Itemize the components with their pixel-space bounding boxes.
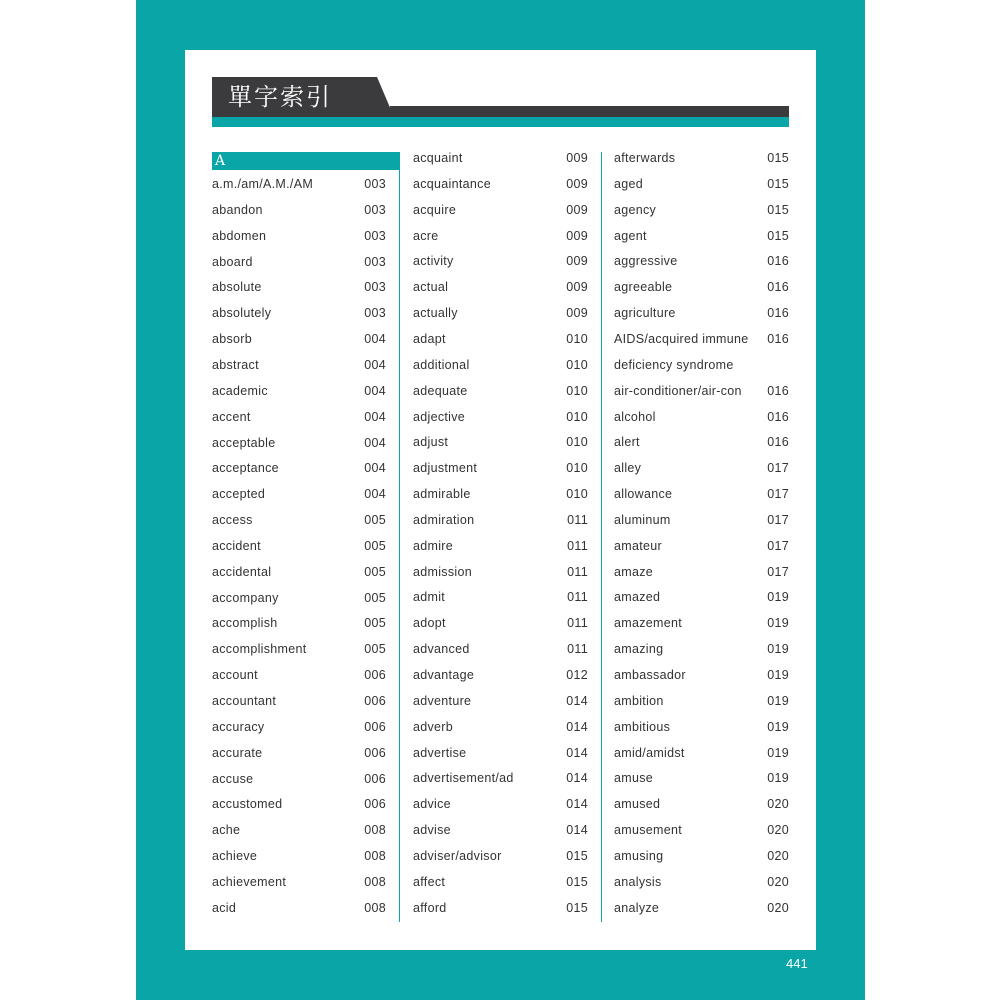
- index-word: advanced: [413, 642, 470, 657]
- index-word: acre: [413, 228, 439, 243]
- index-page-ref: 006: [364, 771, 386, 786]
- index-entry: [413, 148, 588, 168]
- index-word: advertisement/ad: [413, 771, 514, 786]
- index-entry: [212, 252, 386, 272]
- index-page-ref: 011: [567, 512, 588, 527]
- index-word: amuse: [614, 771, 654, 786]
- index-word: accident: [212, 538, 261, 553]
- index-entry: [413, 355, 588, 375]
- index-entry: [614, 639, 789, 659]
- index-entry: [212, 691, 386, 711]
- index-page-ref: 015: [767, 151, 789, 165]
- index-page-ref: 020: [767, 848, 789, 863]
- index-entry: [413, 484, 588, 504]
- index-entry: [614, 432, 789, 452]
- index-entry: [413, 665, 588, 685]
- index-word: admiration: [413, 512, 475, 527]
- index-word: amazed: [614, 590, 661, 605]
- index-word: allowance: [614, 487, 673, 502]
- index-page-ref: 019: [767, 642, 789, 657]
- index-entry: [614, 484, 789, 504]
- index-entry: [413, 639, 588, 659]
- index-entry: [614, 820, 789, 840]
- index-page-ref: 004: [364, 383, 386, 398]
- index-page-ref: 010: [566, 435, 588, 450]
- index-word: amaze: [614, 564, 654, 579]
- header-dark-rule: [390, 106, 789, 117]
- index-entry: [614, 743, 789, 763]
- index-page-ref: 011: [567, 616, 588, 631]
- index-entry: [413, 768, 588, 788]
- index-word: acid: [212, 900, 237, 915]
- index-word: advice: [413, 797, 451, 812]
- index-page-ref: 004: [364, 409, 386, 424]
- index-word: accustomed: [212, 797, 283, 812]
- index-word: admire: [413, 538, 454, 553]
- header-teal-rule: [212, 117, 789, 127]
- index-word: acceptable: [212, 435, 276, 450]
- index-page-ref: 014: [566, 797, 588, 812]
- index-entry: [212, 639, 386, 659]
- index-word: agent: [614, 228, 647, 243]
- index-entry: [212, 743, 386, 763]
- index-word: amid/amidst: [614, 745, 685, 760]
- index-entry: [614, 898, 789, 918]
- letter-heading: A: [212, 152, 400, 170]
- index-word: afterwards: [614, 151, 676, 165]
- index-entry: [212, 562, 386, 582]
- index-word: alcohol: [614, 409, 656, 424]
- index-word: accidental: [212, 564, 272, 579]
- index-word: amusing: [614, 848, 664, 863]
- index-word: accomplish: [212, 616, 278, 631]
- index-page-ref: 017: [767, 512, 789, 527]
- column-divider: [399, 152, 400, 922]
- index-entry: [212, 277, 386, 297]
- index-entry: [413, 200, 588, 220]
- index-word: adopt: [413, 616, 446, 631]
- index-page-ref: 008: [364, 849, 386, 864]
- index-entry: [212, 665, 386, 685]
- index-entry: [212, 174, 386, 194]
- index-entry: [614, 381, 789, 401]
- index-page-ref: 015: [566, 848, 588, 863]
- index-word: absorb: [212, 332, 253, 347]
- index-page-ref: 003: [364, 177, 386, 191]
- index-word: aged: [614, 176, 644, 191]
- index-entry: [614, 587, 789, 607]
- index-word: agriculture: [614, 306, 676, 321]
- index-page-ref: 014: [566, 771, 588, 786]
- index-word: analyze: [614, 900, 660, 915]
- index-entry: [614, 510, 789, 530]
- index-page-ref: 005: [364, 616, 386, 631]
- index-word: adapt: [413, 331, 446, 346]
- index-page-ref: 005: [364, 513, 386, 528]
- index-word: actually: [413, 306, 458, 321]
- index-entry: [614, 562, 789, 582]
- index-page-ref: 014: [566, 693, 588, 708]
- index-word: adviser/advisor: [413, 848, 502, 863]
- index-entry: [614, 768, 789, 788]
- index-entry: [614, 303, 789, 323]
- index-entry: [614, 458, 789, 478]
- index-word: accurate: [212, 745, 263, 760]
- index-entry: [614, 329, 789, 349]
- index-page-ref: 009: [566, 176, 588, 191]
- index-entry: [212, 588, 386, 608]
- index-page-ref: 019: [767, 719, 789, 734]
- index-entry: [614, 174, 789, 194]
- index-entry: [614, 665, 789, 685]
- index-word: ambition: [614, 693, 664, 708]
- index-page-ref: 019: [767, 668, 789, 682]
- index-word: abstract: [212, 357, 259, 372]
- index-page-ref: 015: [767, 176, 789, 191]
- index-word: admirable: [413, 487, 471, 502]
- index-page-ref: 012: [566, 668, 588, 682]
- index-word: accuse: [212, 771, 254, 786]
- index-word: alley: [614, 461, 642, 476]
- index-entry: [413, 536, 588, 556]
- index-page-ref: 005: [364, 564, 386, 579]
- index-entry: [614, 691, 789, 711]
- index-entry: [413, 329, 588, 349]
- index-entry: [212, 536, 386, 556]
- index-entry: [413, 226, 588, 246]
- index-word: accuracy: [212, 719, 265, 734]
- index-page-ref: 009: [566, 280, 588, 295]
- index-word: abandon: [212, 202, 263, 217]
- index-page-ref: 009: [566, 202, 588, 217]
- index-entry: [413, 872, 588, 892]
- index-word: adjustment: [413, 461, 478, 476]
- index-page-ref: 014: [566, 719, 588, 734]
- index-entry: [212, 381, 386, 401]
- index-entry: [614, 872, 789, 892]
- index-entry: [212, 820, 386, 840]
- index-page-ref: 011: [567, 590, 588, 605]
- index-word: amazement: [614, 616, 683, 631]
- index-entry: [614, 407, 789, 427]
- index-page-ref: 010: [566, 383, 588, 398]
- index-entry: [413, 174, 588, 194]
- index-entry: [212, 226, 386, 246]
- index-word: analysis: [614, 874, 662, 889]
- index-entry: [413, 407, 588, 427]
- index-entry: [212, 510, 386, 530]
- index-word: admit: [413, 590, 446, 605]
- index-entry: [413, 381, 588, 401]
- index-word: acceptance: [212, 461, 279, 476]
- index-word: actual: [413, 280, 449, 295]
- index-page-ref: 003: [364, 228, 386, 243]
- index-page-ref: 019: [767, 693, 789, 708]
- index-entry: [413, 277, 588, 297]
- index-entry: [212, 329, 386, 349]
- index-word: adjective: [413, 409, 466, 424]
- index-page-ref: 006: [364, 668, 386, 683]
- index-word: agreeable: [614, 280, 673, 295]
- index-word: alert: [614, 435, 640, 450]
- column-divider: [601, 152, 602, 922]
- index-page-ref: 016: [767, 306, 789, 321]
- index-page-ref: 004: [364, 487, 386, 502]
- index-word: a.m./am/A.M./AM: [212, 177, 314, 191]
- index-word: accepted: [212, 487, 266, 502]
- index-word: acquaint: [413, 151, 463, 165]
- index-entry: [212, 717, 386, 737]
- index-word: account: [212, 668, 258, 683]
- index-page-ref: 011: [567, 564, 588, 579]
- index-page-ref: 011: [567, 538, 588, 553]
- index-entry: [212, 769, 386, 789]
- index-entry: [413, 717, 588, 737]
- index-entry: [614, 794, 789, 814]
- index-word: ambassador: [614, 668, 686, 682]
- index-entry: [614, 846, 789, 866]
- index-page-ref: 010: [566, 409, 588, 424]
- index-page-ref: 017: [767, 538, 789, 553]
- page-title: 單字索引: [228, 83, 332, 111]
- index-page-ref: 008: [364, 874, 386, 889]
- index-word: advise: [413, 823, 451, 838]
- index-entry: [212, 794, 386, 814]
- index-page-ref: 006: [364, 719, 386, 734]
- index-page-ref: 017: [767, 487, 789, 502]
- index-page-ref: 004: [364, 357, 386, 372]
- index-page-ref: 016: [767, 383, 789, 398]
- index-entry: [212, 433, 386, 453]
- index-page-ref: 005: [364, 590, 386, 605]
- index-page-ref: 016: [767, 254, 789, 269]
- index-word: acquire: [413, 202, 457, 217]
- index-page-ref: 016: [767, 280, 789, 295]
- index-entry: [212, 303, 386, 323]
- index-page-ref: 010: [566, 487, 588, 502]
- index-word: affect: [413, 874, 446, 889]
- index-word: amazing: [614, 642, 664, 657]
- index-page-ref: 020: [767, 900, 789, 915]
- index-page-ref: 014: [566, 745, 588, 760]
- index-page-ref: 004: [364, 435, 386, 450]
- index-entry: [614, 277, 789, 297]
- index-word: AIDS/acquired immune: [614, 331, 749, 346]
- index-word: abdomen: [212, 228, 267, 243]
- index-entry: [413, 562, 588, 582]
- index-entry: [413, 303, 588, 323]
- index-entry: [413, 587, 588, 607]
- index-entry: [614, 355, 789, 375]
- index-page-ref: 020: [767, 823, 789, 838]
- index-word: admission: [413, 564, 472, 579]
- index-word: aggressive: [614, 254, 678, 269]
- index-page-ref: 020: [767, 797, 789, 812]
- index-page-ref: 015: [767, 202, 789, 217]
- index-page-ref: 019: [767, 616, 789, 631]
- index-page-ref: 003: [364, 306, 386, 321]
- index-page-ref: 008: [364, 900, 386, 915]
- index-word: accomplishment: [212, 642, 307, 657]
- index-word: afford: [413, 900, 447, 915]
- index-entry: [413, 743, 588, 763]
- index-entry: [413, 251, 588, 271]
- index-page-ref: 020: [767, 874, 789, 889]
- index-entry: [614, 148, 789, 168]
- index-page-ref: 015: [566, 900, 588, 915]
- index-entry: [413, 820, 588, 840]
- index-page-ref: 019: [767, 745, 789, 760]
- index-word: accompany: [212, 590, 279, 605]
- index-entry: [413, 432, 588, 452]
- index-entry: [212, 200, 386, 220]
- index-entry: [614, 613, 789, 633]
- index-page-ref: 019: [767, 590, 789, 605]
- index-page-ref: 017: [767, 564, 789, 579]
- index-page-ref: 009: [566, 306, 588, 321]
- index-entry: [212, 898, 386, 918]
- index-page-ref: 010: [566, 331, 588, 346]
- index-word: acquaintance: [413, 176, 491, 191]
- index-word: academic: [212, 383, 268, 398]
- index-entry: [212, 613, 386, 633]
- index-page-ref: 004: [364, 332, 386, 347]
- index-page-ref: 016: [767, 331, 789, 346]
- index-word: absolutely: [212, 306, 272, 321]
- index-word: accountant: [212, 694, 277, 708]
- page-number: 441: [786, 956, 808, 971]
- index-word: ache: [212, 823, 241, 838]
- index-word: adventure: [413, 693, 472, 708]
- index-page-ref: 005: [364, 538, 386, 553]
- index-entry: [413, 691, 588, 711]
- index-page-ref: 006: [364, 694, 386, 708]
- index-page-ref: 015: [566, 874, 588, 889]
- index-entry: [413, 510, 588, 530]
- index-word: amusement: [614, 823, 683, 838]
- index-word: activity: [413, 254, 454, 269]
- index-entry: [614, 200, 789, 220]
- index-entry: [413, 846, 588, 866]
- index-entry: [212, 872, 386, 892]
- index-page-ref: 004: [364, 461, 386, 476]
- index-word: achievement: [212, 874, 287, 889]
- index-entry: [614, 226, 789, 246]
- index-word: deficiency syndrome: [614, 357, 734, 372]
- index-page-ref: 015: [767, 228, 789, 243]
- index-entry: [212, 458, 386, 478]
- index-word: adequate: [413, 383, 468, 398]
- index-page-ref: 003: [364, 280, 386, 295]
- index-page-ref: 009: [566, 151, 588, 165]
- index-entry: [413, 794, 588, 814]
- index-entry: [413, 613, 588, 633]
- index-page-ref: 014: [566, 823, 588, 838]
- index-word: absolute: [212, 280, 262, 295]
- index-entry: [413, 898, 588, 918]
- index-page-ref: 019: [767, 771, 789, 786]
- index-page-ref: 006: [364, 797, 386, 812]
- index-page-ref: 016: [767, 409, 789, 424]
- index-page-ref: 008: [364, 823, 386, 838]
- index-page-ref: 005: [364, 642, 386, 657]
- index-word: ambitious: [614, 719, 671, 734]
- index-entry: [212, 846, 386, 866]
- index-entry: [413, 458, 588, 478]
- index-word: access: [212, 513, 253, 528]
- index-word: advertise: [413, 745, 467, 760]
- index-entry: [614, 251, 789, 271]
- index-entry: [614, 536, 789, 556]
- index-entry: [212, 484, 386, 504]
- index-word: aluminum: [614, 512, 671, 527]
- index-page-ref: 006: [364, 745, 386, 760]
- index-word: accent: [212, 409, 251, 424]
- index-page-ref: 009: [566, 228, 588, 243]
- index-word: agency: [614, 202, 657, 217]
- index-word: additional: [413, 357, 470, 372]
- index-page-ref: 009: [566, 254, 588, 269]
- index-word: amused: [614, 797, 661, 812]
- index-entry: [614, 717, 789, 737]
- index-word: adjust: [413, 435, 449, 450]
- index-page-ref: 003: [364, 202, 386, 217]
- index-word: air-conditioner/air-con: [614, 383, 742, 398]
- index-word: achieve: [212, 849, 258, 864]
- index-page-ref: 010: [566, 461, 588, 476]
- index-entry: [212, 407, 386, 427]
- index-page-ref: 003: [364, 254, 386, 269]
- index-word: amateur: [614, 538, 662, 553]
- index-word: adverb: [413, 719, 454, 734]
- index-page-ref: 011: [567, 642, 588, 657]
- index-page-ref: 016: [767, 435, 789, 450]
- index-word: advantage: [413, 668, 475, 682]
- index-page-ref: 017: [767, 461, 789, 476]
- index-word: aboard: [212, 254, 253, 269]
- index-page-ref: 010: [566, 357, 588, 372]
- index-entry: [212, 355, 386, 375]
